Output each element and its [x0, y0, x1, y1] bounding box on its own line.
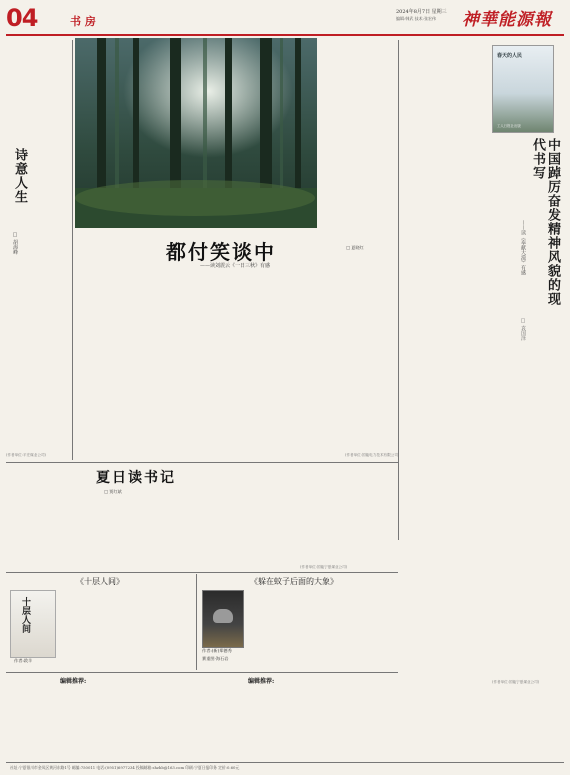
editor-note-label-2: 编辑推荐:: [248, 678, 275, 685]
feature-source: (作者单位:国能电力技术有限公司): [345, 453, 400, 457]
books-top-rule: [6, 572, 398, 573]
summer-title: 夏日读书记: [96, 470, 176, 486]
header-rule: [6, 34, 564, 36]
book2-cover: [202, 590, 244, 648]
brand-logo: 神華能源報: [462, 10, 552, 30]
book2-intro: [246, 590, 396, 662]
right-article-subtitle: ——读《奉献大漠》有感: [520, 220, 526, 275]
book2-title: 《躲在蚊子后面的大象》: [250, 577, 338, 586]
summer-byline: □ 贾红斌: [104, 489, 122, 494]
right-text-col2: [492, 345, 564, 675]
right-article-title: 中国踔厉奋发精神风貌的现代书写: [530, 138, 560, 306]
summer-text-col4: [256, 480, 322, 566]
book-cover: [492, 45, 554, 133]
book1-intro: [58, 590, 190, 662]
feature-subtitle: ——读刘震云《一日三秋》有感: [200, 263, 271, 269]
book-cover-title: 春天的人民: [497, 53, 523, 59]
feature-title: 都付笑谈中: [166, 240, 276, 264]
book2-publisher: 赛重图·海石岩: [202, 656, 229, 661]
book1-cover: [10, 590, 56, 658]
book1-author: 作者:敦羊: [14, 658, 33, 663]
left-column-source: (作者单位:平庄煤业公司): [6, 453, 46, 457]
left-column-title: 诗意人生: [12, 148, 27, 204]
feature-text-col2: [160, 278, 235, 456]
summer-text-col1: [6, 480, 86, 566]
summer-source: (作者单位:国能宁夏煤业公司): [300, 565, 348, 569]
summer-text-col5: [326, 470, 396, 558]
editor-note-label-1: 编辑推荐:: [60, 678, 87, 685]
right-article-byline: □ 袁国泽: [520, 318, 526, 341]
summer-text-col3: [176, 480, 250, 566]
col-divider-2: [398, 40, 399, 540]
notes-top-rule: [6, 672, 398, 673]
feature-text-top-right: [320, 40, 395, 245]
forest-photo: [75, 38, 317, 228]
book2-author: 作者:(新)郑德秀: [202, 648, 232, 653]
page-number: 04: [6, 4, 38, 32]
summer-top-rule: [6, 462, 398, 463]
footer-text: 社址:宁夏银川市金凤区黄河东路1号 邮编:750011 电话:(0951)6977234 投稿邮箱:shzhb@163.com 印刷:宁夏日报印务 定价:0.60元: [10, 765, 240, 770]
editor-line: 编辑:韩武 技术:张宏伟: [396, 16, 436, 21]
editor-note-2: [202, 688, 396, 760]
right-text-top: [402, 40, 488, 140]
book1-cover-title: 十层人间: [20, 597, 30, 633]
col-divider-1: [72, 40, 73, 460]
book1-title: 《十层人间》: [76, 577, 124, 586]
left-column-text-2: [38, 145, 70, 265]
feature-byline: □ 夏晓红: [346, 245, 364, 250]
feature-text-col3: [240, 278, 312, 456]
right-article-source: (作者单位:国能宁夏煤业公司): [492, 680, 540, 684]
left-column-text: [6, 42, 70, 140]
section-label: 书 房: [70, 15, 96, 28]
book-cover-publisher: 工人日报社出版: [497, 124, 521, 128]
left-column-text-3: [6, 270, 70, 450]
right-text-col1: [402, 150, 488, 460]
elephant-icon: [213, 609, 233, 623]
footer-rule: [6, 762, 564, 763]
feature-text-col4: [320, 254, 395, 444]
editor-note-1: [8, 688, 194, 760]
left-column-byline: □ 胡海峰: [12, 232, 18, 255]
books-divider: [196, 574, 197, 670]
summer-text-col2: [92, 500, 170, 566]
issue-date: 2024年8月7日 星期三: [396, 9, 447, 15]
feature-text-col1: [78, 244, 153, 454]
